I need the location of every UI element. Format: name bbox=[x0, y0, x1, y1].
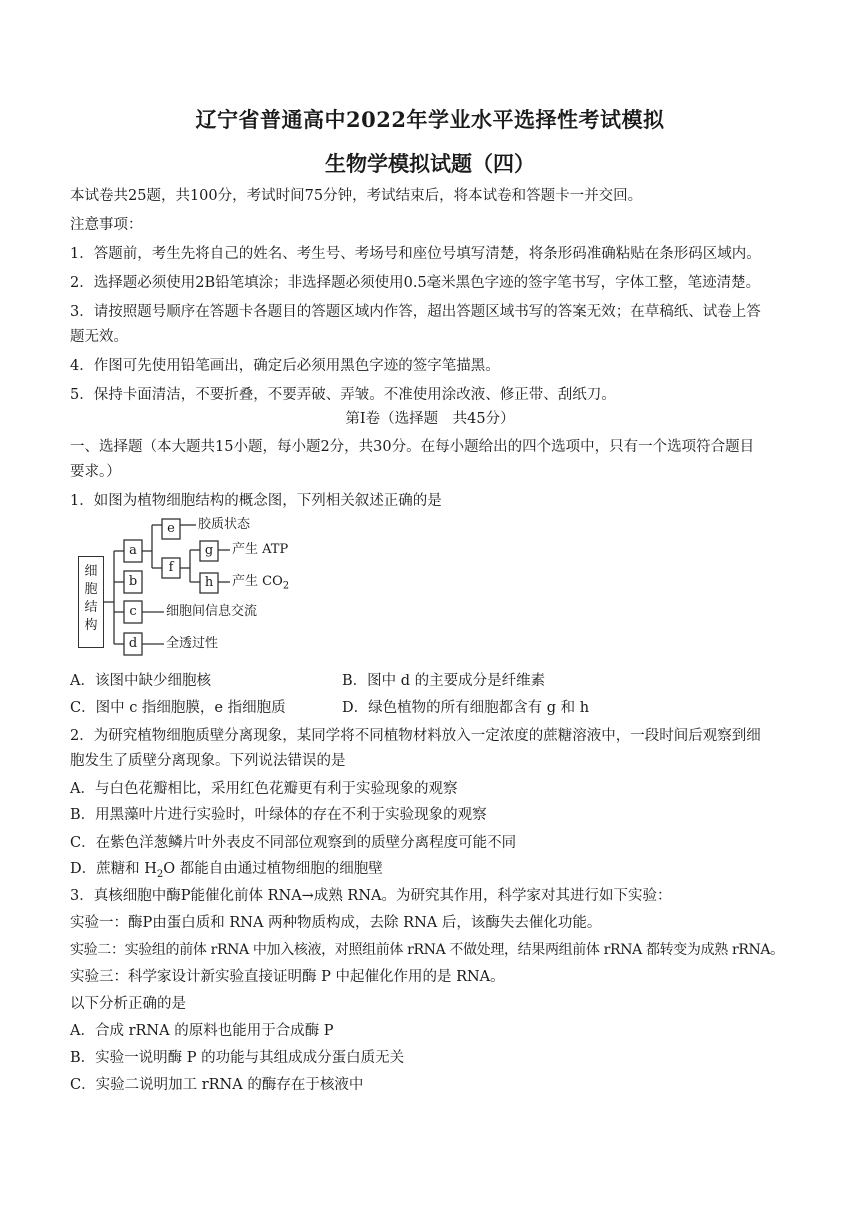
q3-question: 以下分析正确的是 bbox=[70, 996, 186, 1012]
node-g: g bbox=[204, 543, 214, 558]
label-h-co2 bbox=[232, 574, 289, 595]
q1-option-d: D．绿色植物的所有细胞都含有 g 和 h bbox=[342, 700, 590, 716]
notice-item-1: 1．答题前，考生先将自己的姓名、考生号、考场号和座位号填写清楚，将条形码准确粘贴在条形码区域内。 bbox=[70, 246, 761, 262]
notice-item-4: 4．作图可先使用铅笔画出，确定后必须用黑色字迹的签字笔描黑。 bbox=[70, 358, 500, 374]
q2-stem: 2．为研究植物细胞质壁分离现象，某同学将不同植物材料放入一定浓度的蔗糖溶液中，一段时间后观察到细 bbox=[70, 728, 761, 744]
q3-experiment-2: 实验二：实验组的前体 rRNA 中加入核液，对照组前体 rRNA 不做处理，结果两组前体 rRNA 都转变为成熟 rRNA。 bbox=[70, 942, 784, 958]
root-char: 构 bbox=[84, 618, 98, 633]
label-d-permeable: 全透过性 bbox=[166, 636, 219, 651]
root-char: 胞 bbox=[84, 582, 98, 597]
root-char: 细 bbox=[84, 564, 98, 579]
q2-option-b: B．用黑藻叶片进行实验时，叶绿体的存在不利于实验现象的观察 bbox=[70, 807, 487, 823]
q2-option-d-post: O 都能自由通过植物细胞的细胞壁 bbox=[163, 861, 383, 877]
q2-option-a: A．与白色花瓣相比，采用红色花瓣更有利于实验现象的观察 bbox=[70, 781, 458, 797]
label-h-text: 产生 CO bbox=[232, 574, 283, 589]
notice-title: 注意事项： bbox=[70, 217, 143, 233]
node-h: h bbox=[204, 575, 214, 590]
section-instruction: 一、选择题（本大题共15小题，每小题2分，共30分。在每小题给出的四个选项中，只有一个选项符合题目 bbox=[70, 439, 755, 455]
q3-option-c: C．实验二说明加工 rRNA 的酶存在于核液中 bbox=[70, 1077, 364, 1093]
label-e-gel-state: 胶质状态 bbox=[198, 517, 251, 532]
exam-summary: 本试卷共25题，共100分，考试时间75分钟，考试结束后，将本试卷和答题卡一并交回。 bbox=[70, 188, 643, 204]
q3-experiment-1: 实验一：酶P由蛋白质和 RNA 两种物质构成，去除 RNA 后，该酶失去催化功能。 bbox=[70, 915, 602, 931]
node-e: e bbox=[167, 521, 175, 536]
q1-stem: 1．如图为植物细胞结构的概念图，下列相关叙述正确的是 bbox=[70, 493, 442, 509]
q2-option-c: C．在紫色洋葱鳞片叶外表皮不同部位观察到的质壁分离程度可能不同 bbox=[70, 835, 517, 851]
q1-option-a: A．该图中缺少细胞核 bbox=[70, 673, 211, 689]
section-heading: 第Ⅰ卷（选择题 共45分） bbox=[345, 411, 515, 427]
q3-option-b: B．实验一说明酶 P 的功能与其组成成分蛋白质无关 bbox=[70, 1050, 405, 1066]
exam-title: 辽宁省普通高中2022年学业水平选择性考试模拟 bbox=[195, 107, 665, 132]
node-d: d bbox=[128, 636, 138, 651]
notice-item-2: 2．选择题必须使用2B铅笔填涂；非选择题必须使用0.5毫米黑色字迹的签字笔书写，字体工整，笔迹清楚。 bbox=[70, 275, 761, 291]
q1-option-c: C．图中 c 指细胞膜，e 指细胞质 bbox=[70, 700, 286, 716]
label-h-subscript: 2 bbox=[282, 580, 290, 592]
exam-subtitle: 生物学模拟试题（四） bbox=[325, 151, 535, 176]
q2-option-d bbox=[70, 859, 800, 885]
node-f: f bbox=[168, 560, 174, 575]
q3-stem: 3．真核细胞中酶P能催化前体 RNA→成熟 RNA。为研究其作用，科学家对其进行如下实验： bbox=[70, 888, 672, 904]
label-g-atp: 产生 ATP bbox=[232, 542, 289, 557]
q1-option-b: B．图中 d 的主要成分是纤维素 bbox=[342, 673, 546, 689]
notice-item-5: 5．保持卡面清洁，不要折叠，不要弄破、弄皱。不准使用涂改液、修正带、刮纸刀。 bbox=[70, 387, 616, 403]
root-box-cell-structure bbox=[78, 556, 104, 648]
node-a: a bbox=[129, 543, 137, 558]
node-b: b bbox=[128, 574, 138, 589]
notice-item-3-cont: 题无效。 bbox=[70, 329, 128, 345]
q2-option-d-pre: D．蔗糖和 H bbox=[70, 861, 157, 877]
label-c-communication: 细胞间信息交流 bbox=[166, 604, 258, 619]
q2-stem-cont: 胞发生了质壁分离现象。下列说法错误的是 bbox=[70, 753, 346, 769]
root-char: 结 bbox=[84, 600, 98, 615]
cell-structure-concept-diagram bbox=[78, 518, 318, 664]
section-instruction-cont: 要求。） bbox=[70, 464, 121, 480]
q3-experiment-3: 实验三：科学家设计新实验直接证明酶 P 中起催化作用的是 RNA。 bbox=[70, 969, 505, 985]
notice-item-3: 3．请按照题号顺序在答题卡各题目的答题区域内作答，超出答题区域书写的答案无效；在草稿纸、试卷上答 bbox=[70, 304, 761, 320]
node-c: c bbox=[129, 604, 137, 619]
q3-option-a: A．合成 rRNA 的原料也能用于合成酶 P bbox=[70, 1023, 334, 1039]
q2-option-d-subscript: 2 bbox=[156, 868, 164, 880]
